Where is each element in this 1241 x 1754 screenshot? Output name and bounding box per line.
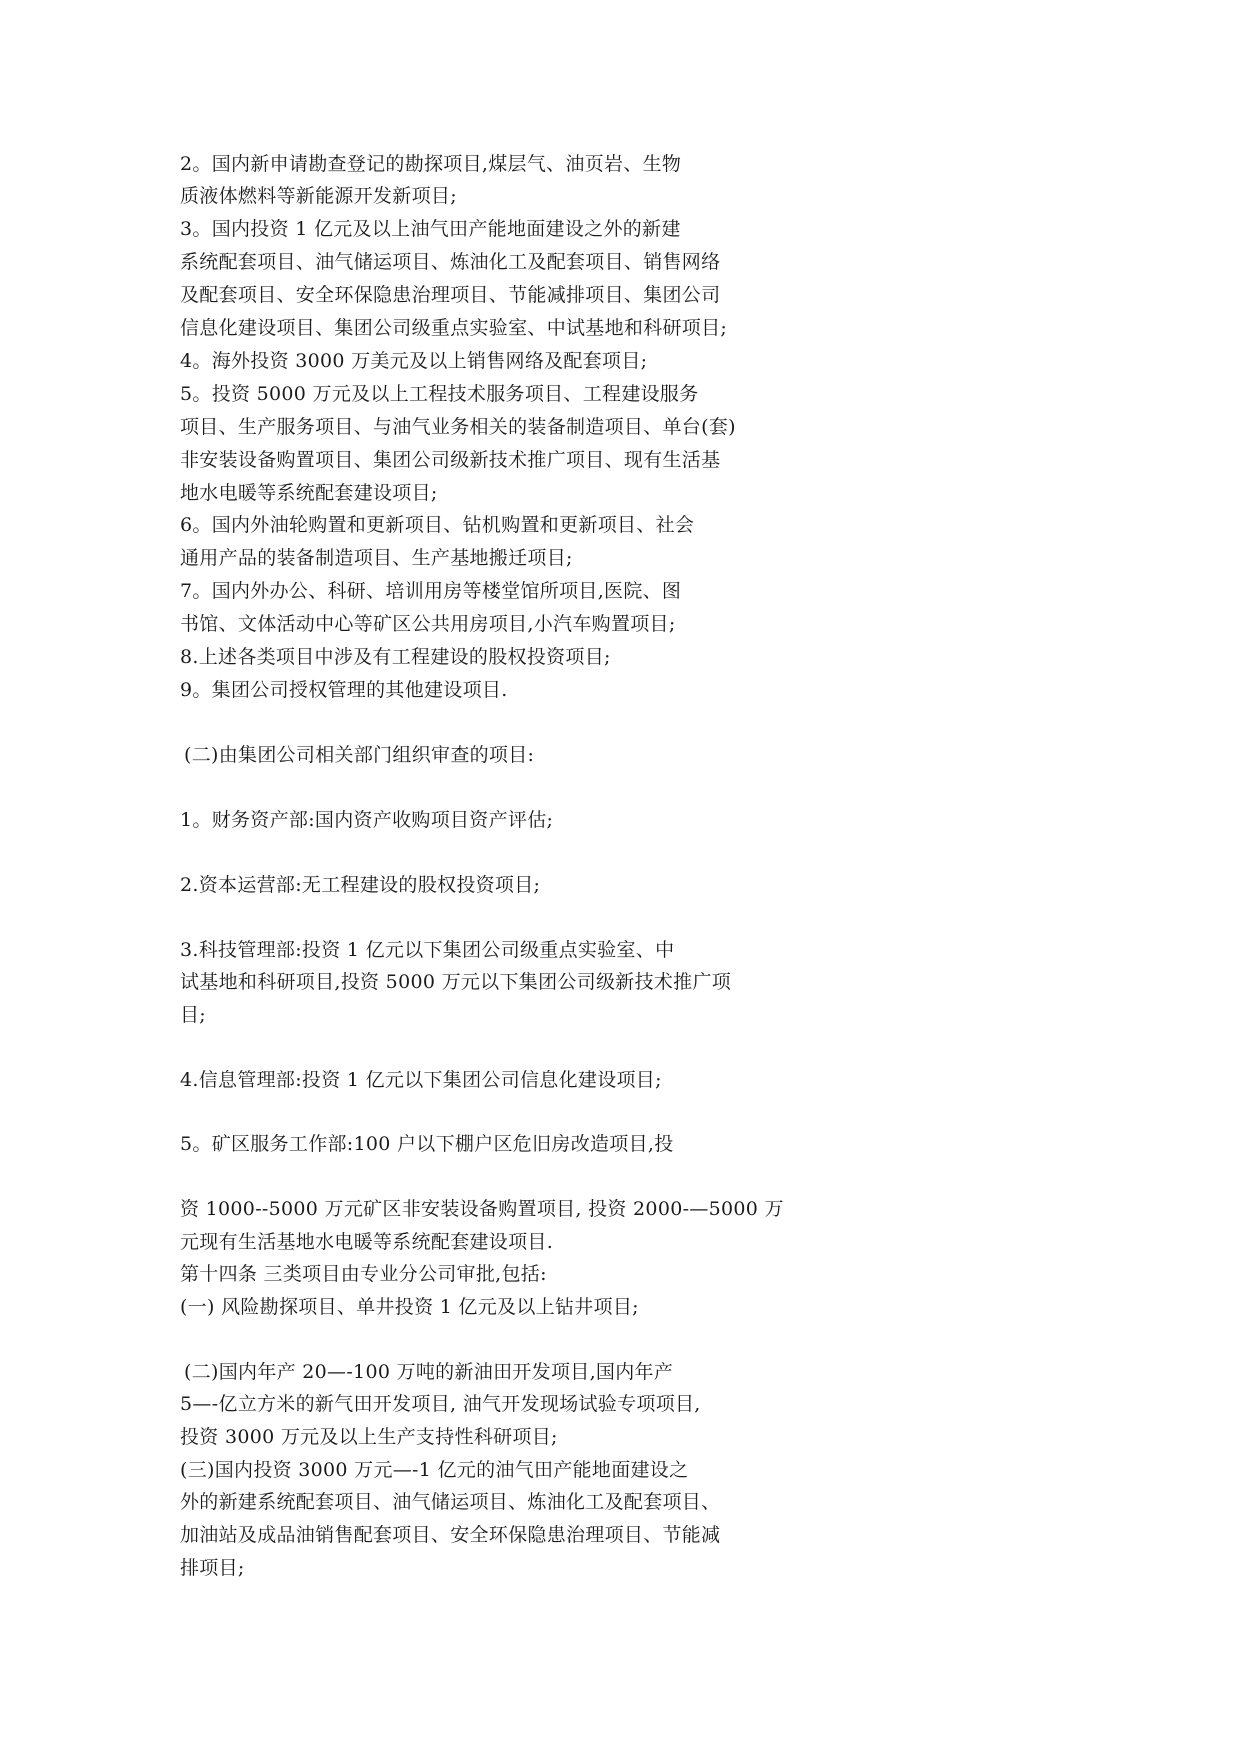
paragraph-line: 5。投资 5000 万元及以上工程技术服务项目、工程建设服务	[180, 383, 699, 405]
paragraph-line: 元现有生活基地水电暖等系统配套建设项目.	[180, 1231, 554, 1253]
paragraph-line: 资 1000--5000 万元矿区非安装设备购置项目, 投资 2000-—5000 万	[180, 1198, 784, 1220]
paragraph-line: 试基地和科研项目,投资 5000 万元以下集团公司级新技术推广项	[180, 971, 732, 993]
paragraph-line: 9。集团公司授权管理的其他建设项目.	[180, 679, 508, 701]
paragraph-line: 7。国内外办公、科研、培训用房等楼堂馆所项目,医院、图	[180, 580, 682, 602]
paragraph-line: 5—-亿立方米的新气田开发项目, 油气开发现场试验专项项目,	[180, 1393, 701, 1415]
paragraph-line: 加油站及成品油销售配套项目、安全环保隐患治理项目、节能减	[180, 1524, 721, 1546]
paragraph-line: (三)国内投资 3000 万元—-1 亿元的油气田产能地面建设之	[180, 1459, 689, 1481]
article-heading: 第十四条 三类项目由专业分公司审批,包括:	[180, 1263, 547, 1285]
paragraph-line: 质液体燃料等新能源开发新项目;	[180, 185, 457, 207]
paragraph-line: 2。国内新申请勘查登记的勘探项目,煤层气、油页岩、生物	[180, 153, 682, 175]
paragraph-line: 项目、生产服务项目、与油气业务相关的装备制造项目、单台(套)	[180, 416, 736, 438]
paragraph-line: 书馆、文体活动中心等矿区公共用房项目,小汽车购置项目;	[180, 613, 676, 635]
paragraph-line: 系统配套项目、油气储运项目、炼油化工及配套项目、销售网络	[180, 251, 721, 273]
paragraph-line: 投资 3000 万元及以上生产支持性科研项目;	[180, 1426, 558, 1448]
paragraph-line: 非安装设备购置项目、集团公司级新技术推广项目、现有生活基	[180, 449, 721, 471]
paragraph-line: 5。矿区服务工作部:100 户以下棚户区危旧房改造项目,投	[180, 1133, 674, 1155]
paragraph-line: 6。国内外油轮购置和更新项目、钻机购置和更新项目、社会	[180, 514, 695, 536]
paragraph-line: 3.科技管理部:投资 1 亿元以下集团公司级重点实验室、中	[180, 939, 675, 961]
paragraph-line: 通用产品的装备制造项目、生产基地搬迁项目;	[180, 547, 573, 569]
paragraph-line: 地水电暖等系统配套建设项目;	[180, 482, 438, 504]
paragraph-line: (二)国内年产 20—-100 万吨的新油田开发项目,国内年产	[184, 1361, 674, 1383]
paragraph-line: 1。财务资产部:国内资产收购项目资产评估;	[180, 809, 554, 831]
paragraph-line: 4。海外投资 3000 万美元及以上销售网络及配套项目;	[180, 350, 648, 372]
paragraph-line: 排项目;	[180, 1557, 245, 1579]
paragraph-line: 4.信息管理部:投资 1 亿元以下集团公司信息化建设项目;	[180, 1069, 662, 1091]
paragraph-line: 2.资本运营部:无工程建设的股权投资项目;	[180, 874, 541, 896]
paragraph-line: 3。国内投资 1 亿元及以上油气田产能地面建设之外的新建	[180, 218, 681, 240]
paragraph-line: (一) 风险勘探项目、单井投资 1 亿元及以上钻井项目;	[180, 1296, 639, 1318]
paragraph-line: 8.上述各类项目中涉及有工程建设的股权投资项目;	[180, 646, 611, 668]
section-heading: (二)由集团公司相关部门组织审查的项目:	[184, 744, 535, 766]
paragraph-line: 目;	[180, 1004, 207, 1026]
paragraph-line: 信息化建设项目、集团公司级重点实验室、中试基地和科研项目;	[180, 317, 728, 339]
paragraph-line: 及配套项目、安全环保隐患治理项目、节能减排项目、集团公司	[180, 284, 721, 306]
paragraph-line: 外的新建系统配套项目、油气储运项目、炼油化工及配套项目、	[180, 1491, 721, 1513]
